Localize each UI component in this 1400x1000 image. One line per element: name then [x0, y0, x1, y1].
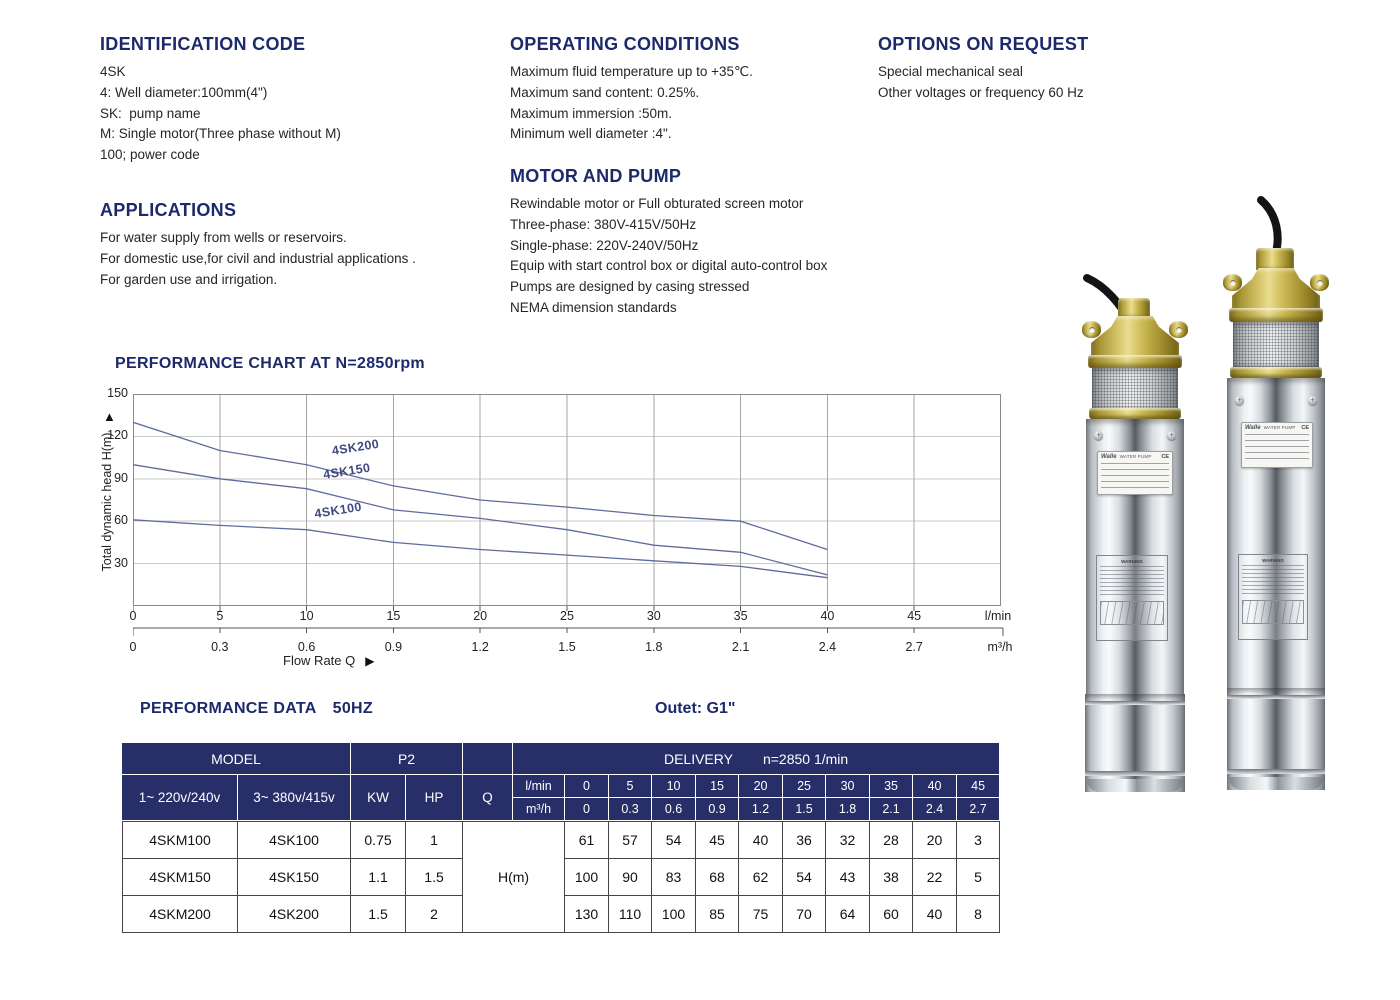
- y-axis-label: Total dynamic head H(m): [100, 432, 114, 572]
- y-axis-tick-label: 30: [114, 555, 128, 570]
- header-subcol: HP: [406, 775, 463, 821]
- x-axis-m3h-ticks: [0, 640, 1400, 656]
- pump-base-groove: [1085, 701, 1185, 705]
- header-subcol: Q: [463, 775, 513, 821]
- text-line: Minimum well diameter :4".: [510, 126, 672, 142]
- text-line: Equip with start control box or digital auto-control box: [510, 258, 828, 274]
- text-line: Maximum immersion :50m.: [510, 105, 673, 121]
- x-axis-tick-label: 35: [733, 609, 748, 623]
- unit-value: 1.5: [783, 798, 826, 821]
- head-value: 54: [652, 821, 696, 859]
- x-axis-tick-label: 2.7: [905, 640, 923, 654]
- header-subcol: KW: [351, 775, 406, 821]
- pump-screw: [1094, 431, 1103, 440]
- performance-chart: [133, 394, 1005, 616]
- head-value: 100: [652, 896, 696, 933]
- header-model: MODEL: [122, 743, 351, 775]
- pump-base-ring: [1085, 771, 1185, 776]
- x-axis-tick-label: 5: [216, 609, 224, 623]
- x-axis-tick-label: 45: [907, 609, 922, 623]
- x-axis-tick-label: 1.8: [645, 640, 663, 654]
- outlet-label: Outet: G1": [655, 700, 736, 717]
- section-applications: [100, 200, 520, 290]
- pump-screw: [1235, 396, 1244, 405]
- section-title: OPTIONS ON REQUEST: [878, 34, 1089, 54]
- unit-value: 30: [826, 775, 870, 798]
- unit-value: 2.7: [957, 798, 1000, 821]
- text-line: Pumps are designed by casing stressed: [510, 279, 750, 295]
- x-axis-tick-label: 1.5: [558, 640, 576, 654]
- head-value: 43: [826, 859, 870, 896]
- section-motor-and-pump: [510, 166, 930, 319]
- x-axis-tick-label: 0.9: [384, 640, 403, 654]
- pump-warning-label: [1096, 555, 1168, 641]
- text-line: For domestic use,for civil and industrial applications .: [100, 250, 416, 266]
- section-lines: [510, 194, 930, 319]
- x-axis-title-text: Flow Rate Q: [283, 653, 356, 668]
- unit-value: 1.2: [739, 798, 783, 821]
- x-axis-tick-label: 15: [386, 609, 401, 623]
- header-subcol: 3~ 380v/415v: [238, 775, 351, 821]
- head-value: 70: [783, 896, 826, 933]
- pump-nameplate: [1097, 451, 1173, 495]
- pump-gold-ring: [1089, 408, 1181, 419]
- x-axis-tick-label: 1.2: [471, 640, 489, 654]
- pump-plate-lines: [1101, 463, 1169, 489]
- x-axis-tick-label: 0.3: [211, 640, 229, 654]
- series-label: 4SK150: [322, 460, 372, 482]
- series-label: 4SK200: [330, 436, 381, 458]
- x-axis-tick-label: 10: [299, 609, 314, 623]
- power-hp: 1.5: [406, 859, 463, 896]
- head-unit-cell: H(m): [463, 821, 565, 933]
- head-value: 90: [609, 859, 652, 896]
- text-line: 100; power code: [100, 147, 200, 163]
- pump-head: [1232, 268, 1320, 310]
- x-axis-tick-label: 0.6: [297, 640, 316, 654]
- text-line: SK: pump name: [100, 105, 201, 121]
- right-arrow-icon: ▶: [365, 654, 375, 668]
- head-value: 85: [696, 896, 739, 933]
- head-value: 61: [565, 821, 609, 859]
- header-delivery: [513, 743, 1000, 775]
- pump-ear-left: [1082, 321, 1101, 338]
- unit-value: 0.3: [609, 798, 652, 821]
- y-axis-tick-label: 60: [114, 513, 128, 528]
- pump-warning-label: [1238, 554, 1308, 640]
- pump-body: [1086, 419, 1184, 694]
- x-axis-tick-label: 30: [646, 609, 661, 623]
- pump-wiring-diagram: [1242, 600, 1304, 624]
- unit-value: 45: [957, 775, 1000, 798]
- unit-value: 0.6: [652, 798, 696, 821]
- text-line: Special mechanical seal: [878, 64, 1023, 79]
- pump-warning-title: WARNING: [1121, 559, 1143, 564]
- power-kw: 1.5: [351, 896, 406, 933]
- x-axis-tick-label: 0: [129, 609, 137, 623]
- head-value: 36: [783, 821, 826, 859]
- pump-base-foot: [1087, 779, 1183, 792]
- section-title: IDENTIFICATION CODE: [100, 34, 306, 54]
- unit-value: 0: [565, 798, 609, 821]
- head-value: 130: [565, 896, 609, 933]
- pump-ear-right: [1169, 321, 1188, 338]
- unit-value: 40: [913, 775, 957, 798]
- x-axis-tick-label: 25: [560, 609, 574, 623]
- head-value: 20: [913, 821, 957, 859]
- chart-title: PERFORMANCE CHART AT N=2850rpm: [115, 355, 425, 372]
- ce-mark-icon: CE: [1301, 425, 1309, 431]
- section-operating-conditions: [510, 34, 900, 145]
- text-line: Maximum fluid temperature up to +35℃.: [510, 64, 753, 79]
- unit-value: 10: [652, 775, 696, 798]
- pump-base-foot: [1229, 777, 1323, 790]
- power-kw: 0.75: [351, 821, 406, 859]
- pump-nameplate: [1241, 422, 1313, 468]
- unit-label: m³/h: [513, 798, 565, 821]
- text-line: For water supply from wells or reservoirs.: [100, 230, 347, 245]
- head-value: 62: [739, 859, 783, 896]
- text-line: M: Single motor(Three phase without M): [100, 126, 341, 142]
- head-value: 110: [609, 896, 652, 933]
- unit-value: 2.4: [913, 798, 957, 821]
- pump-photo-small: [1085, 272, 1185, 792]
- power-kw: 1.1: [351, 859, 406, 896]
- model-three-phase: 4SK100: [238, 821, 351, 859]
- pump-plate-lines: [1245, 434, 1309, 460]
- y-axis-tick-label: 90: [114, 470, 128, 485]
- power-hp: 1: [406, 821, 463, 859]
- y-axis-tick-label: 120: [107, 428, 128, 443]
- head-value: 8: [957, 896, 1000, 933]
- delivery-label: DELIVERY: [663, 750, 733, 767]
- pump-warning-title: WARNING: [1262, 558, 1284, 563]
- model-single-phase: 4SKM150: [122, 859, 238, 896]
- pump-flange-band: [1088, 355, 1182, 368]
- x-axis-tick-label: 20: [473, 609, 488, 623]
- model-three-phase: 4SK150: [238, 859, 351, 896]
- unit-value: 35: [870, 775, 913, 798]
- model-single-phase: 4SKM100: [122, 821, 238, 859]
- model-single-phase: 4SKM200: [122, 896, 238, 933]
- pump-base: [1085, 694, 1185, 792]
- pump-flange-band: [1229, 308, 1323, 322]
- pump-cap: [1118, 298, 1150, 318]
- head-value: 64: [826, 896, 870, 933]
- model-three-phase: 4SK200: [238, 896, 351, 933]
- table-header: [122, 743, 1000, 821]
- head-value: 3: [957, 821, 1000, 859]
- unit-value: 20: [739, 775, 783, 798]
- text-line: 4SK: [100, 64, 126, 79]
- text-line: NEMA dimension standards: [510, 299, 677, 315]
- text-line: 4: Well diameter:100mm(4"): [100, 84, 268, 100]
- head-value: 22: [913, 859, 957, 896]
- head-value: 57: [609, 821, 652, 859]
- up-arrow-icon: ▲: [103, 409, 116, 424]
- table-body: [122, 821, 1000, 933]
- unit-label: l/min: [513, 775, 565, 798]
- x-axis-tick-label: 40: [820, 609, 835, 623]
- section-lines: [100, 62, 500, 166]
- head-value: 40: [913, 896, 957, 933]
- head-value: 60: [870, 896, 913, 933]
- x-axis-unit-lmin: l/min: [984, 609, 1012, 623]
- pump-warning-lines: [1242, 565, 1304, 595]
- y-axis-tick-label: 150: [107, 386, 128, 400]
- head-value: 68: [696, 859, 739, 896]
- unit-value: 2.1: [870, 798, 913, 821]
- unit-value: 15: [696, 775, 739, 798]
- head-value: 5: [957, 859, 1000, 896]
- section-title: MOTOR AND PUMP: [510, 166, 682, 186]
- series-label: 4SK100: [313, 499, 363, 521]
- unit-value: 5: [609, 775, 652, 798]
- header-blank: [463, 743, 513, 775]
- pump-photo-large: [1227, 196, 1325, 790]
- text-line: Single-phase: 220V-240V/50Hz: [510, 237, 699, 253]
- pump-screw: [1308, 396, 1317, 405]
- pump-mesh-screen: [1092, 368, 1178, 410]
- x-axis-tick-label: 2.1: [731, 640, 750, 654]
- table-title: [140, 700, 373, 718]
- pump-base-ring: [1227, 769, 1325, 774]
- delivery-speed: n=2850 1/min: [762, 750, 849, 767]
- section-identification-code: [100, 34, 500, 166]
- pump-ear-right: [1310, 274, 1329, 291]
- pump-brand-text: Walle: [1245, 425, 1261, 431]
- unit-value: 25: [783, 775, 826, 798]
- unit-value: 0: [565, 775, 609, 798]
- power-hp: 2: [406, 896, 463, 933]
- table-title-text: PERFORMANCE DATA: [140, 700, 317, 717]
- pump-brand-text: Walle: [1101, 454, 1117, 460]
- pump-plate-title: WATER PUMP: [1263, 425, 1296, 430]
- head-value: 75: [739, 896, 783, 933]
- pump-plate-title: WATER PUMP: [1119, 454, 1152, 459]
- section-lines: [878, 62, 1208, 104]
- text-line: Rewindable motor or Full obturated screen motor: [510, 196, 804, 211]
- section-lines: [510, 62, 900, 145]
- head-value: 28: [870, 821, 913, 859]
- pump-cap: [1256, 248, 1294, 270]
- section-title: APPLICATIONS: [100, 200, 237, 220]
- x-axis-lmin-ticks: [0, 609, 1400, 625]
- unit-value: 1.8: [826, 798, 870, 821]
- pump-screw: [1167, 431, 1176, 440]
- section-lines: [100, 228, 520, 290]
- text-line: Maximum sand content: 0.25%.: [510, 84, 700, 100]
- pump-wiring-diagram: [1100, 601, 1164, 625]
- pump-ear-left: [1223, 274, 1242, 291]
- x-axis-unit-m3h: m³/h: [987, 640, 1013, 654]
- text-line: For garden use and irrigation.: [100, 271, 278, 287]
- header-subcol: 1~ 220v/240v: [122, 775, 238, 821]
- pump-base-groove: [1227, 695, 1325, 699]
- pump-warning-lines: [1100, 566, 1164, 596]
- table-title-frequency: 50HZ: [332, 700, 373, 717]
- unit-value: 0.9: [696, 798, 739, 821]
- section-options-on-request: [878, 34, 1208, 104]
- x-axis-tick-label: 2.4: [818, 640, 837, 654]
- text-line: Three-phase: 380V-415V/50Hz: [510, 216, 697, 232]
- pump-mesh-screen: [1233, 322, 1319, 367]
- pump-body: [1227, 378, 1325, 688]
- head-value: 45: [696, 821, 739, 859]
- section-title: OPERATING CONDITIONS: [510, 34, 740, 54]
- header-p2: P2: [351, 743, 463, 775]
- head-value: 40: [739, 821, 783, 859]
- ce-mark-icon: CE: [1161, 454, 1169, 460]
- x-axis-ruler: [133, 624, 1013, 640]
- text-line: Other voltages or frequency 60 Hz: [878, 84, 1084, 100]
- head-value: 83: [652, 859, 696, 896]
- head-value: 54: [783, 859, 826, 896]
- x-axis-title: [283, 653, 374, 668]
- performance-data-table: [122, 743, 1000, 933]
- pump-gold-ring: [1230, 367, 1322, 378]
- head-value: 32: [826, 821, 870, 859]
- head-value: 38: [870, 859, 913, 896]
- x-axis-tick-label: 0: [129, 640, 137, 654]
- head-value: 100: [565, 859, 609, 896]
- pump-base: [1227, 688, 1325, 790]
